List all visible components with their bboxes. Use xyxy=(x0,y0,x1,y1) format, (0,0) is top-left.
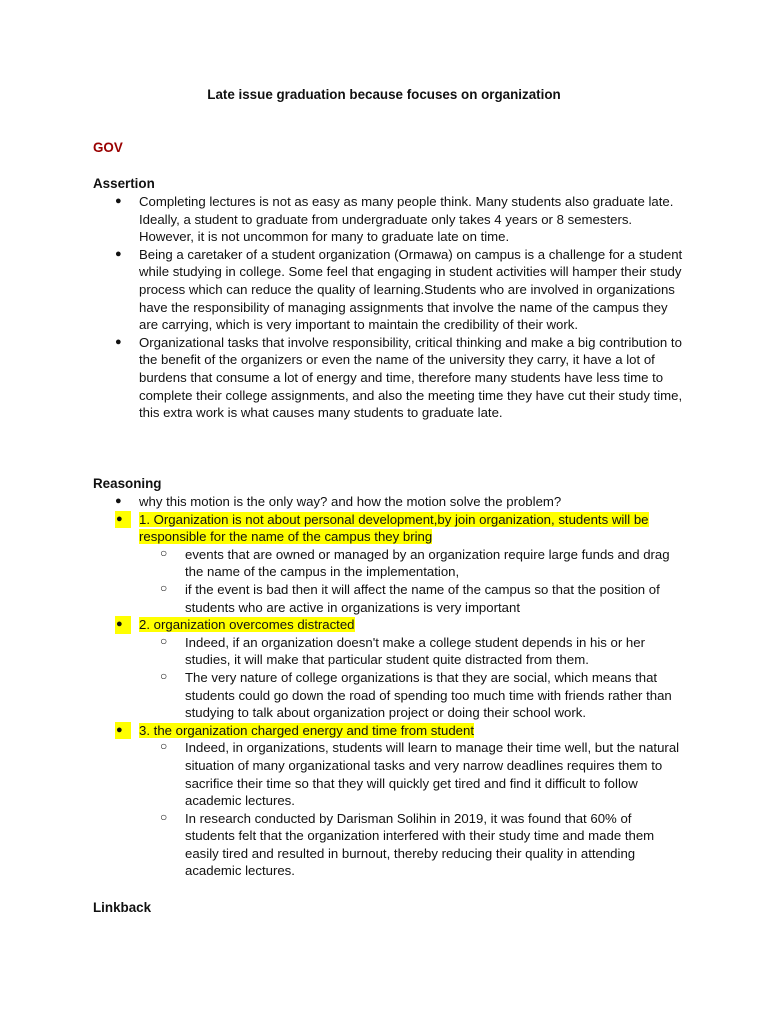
bullet-dot-icon: ● xyxy=(115,722,131,740)
bullet-circle-icon: ○ xyxy=(160,809,168,824)
list-item: ● Completing lectures is not as easy as many people think. Many students also graduate late. Ideally, a student to graduate from undergraduate only takes 4 years or 8 semesters. However, it is not uncommon for many to graduate late on time. xyxy=(115,194,674,245)
bullet-circle-icon: ○ xyxy=(160,580,168,595)
list-item-point-1: ● 1. Organization is not about personal development,by join organization, students will be responsible for the name of the campus they bring ○ events that are owned or managed by an organization require large funds and drag the name of the campus in the implementation, ○ if the event is bad then it will affect the name of the campus so that the position of students who are active in organizations is very important xyxy=(93,511,683,617)
sub-list-item: ○ The very nature of college organizations is that they are social, which means that students could go down the road of spending too much time with friends rather than studying to talk about organization project or doing their school work. xyxy=(160,668,672,721)
bullet-dot-icon: ● xyxy=(115,495,122,507)
list-item-point-2: ● 2. organization overcomes distracted ○ Indeed, if an organization doesn't make a college student depends in his or her studies, it will make that particular student quite distracted from them. ○ The very nature of college organizations is that they are social, which means that students could go down the road of spending too much time with friends rather than studying to talk about organization project or doing their school work. xyxy=(93,616,683,722)
sub-list xyxy=(139,546,683,616)
sub-list-item: ○ Indeed, if an organization doesn't make a college student depends in his or her studies, it will make that particular student quite distracted from them. xyxy=(160,633,645,668)
bullet-circle-icon: ○ xyxy=(160,668,168,683)
sub-list xyxy=(139,739,683,880)
bullet-dot-icon: ● xyxy=(115,247,122,260)
assertion-heading: Assertion xyxy=(93,176,155,191)
reasoning-list xyxy=(93,493,683,880)
linkback-heading: Linkback xyxy=(93,900,152,915)
bullet-circle-icon: ○ xyxy=(160,739,168,754)
list-item-point-3: ● 3. the organization charged energy and time from student ○ Indeed, in organizations, students will learn to manage their time well, but the natural situation of many organizational tasks and very narrow deadlines requires them to sacrifice their time so that they will quickly get tired and find it difficult to follow academic lectures. ○ In research conducted by Darisman Solihin in 2019, it was found that 60% of students felt that the organization interfered with their study time and made them easily tired and resulted in burnout, thereby reducing their quality in attending academic lectures. xyxy=(93,722,683,880)
document-title: Late issue graduation because focuses on organization xyxy=(207,87,561,102)
bullet-circle-icon: ○ xyxy=(160,545,168,560)
sub-list-item: ○ Indeed, in organizations, students will learn to manage their time well, but the natural situation of many organizational tasks and very narrow deadlines requires them to sacrifice their time so that they will quickly get tired and find it difficult to follow academic lectures. xyxy=(160,739,680,809)
bullet-dot-icon: ● xyxy=(115,511,131,529)
sub-list-item: ○ events that are owned or managed by an organization require large funds and drag the name of the campus in the implementation, xyxy=(160,545,670,580)
list-item: ● Being a caretaker of a student organization (Ormawa) on campus is a challenge for a student while studying in college. Some feel that engaging in student activities will hamper their study process which can reduce the quality of learning.Students who are involved in organizations have the responsibility of managing assignments that involve the name of the campus they are carrying, which is very important to maintain the credibility of their work. xyxy=(115,246,683,333)
sub-list-item: ○ if the event is bad then it will affect the name of the campus so that the position of students who are active in organizations is very important xyxy=(160,580,660,615)
list-item: ● why this motion is the only way? and how the motion solve the problem? xyxy=(115,494,562,509)
assertion-list xyxy=(93,193,683,422)
reasoning-heading: Reasoning xyxy=(93,476,162,491)
gov-label: GOV xyxy=(93,140,123,155)
bullet-circle-icon: ○ xyxy=(160,633,168,648)
sub-list xyxy=(139,634,683,722)
sub-list-item: ○ In research conducted by Darisman Solihin in 2019, it was found that 60% of students felt that the organization interfered with their study time and made them easily tired and resulted in burnout, thereby reducing their quality in attending academic lectures. xyxy=(160,809,655,879)
bullet-dot-icon: ● xyxy=(115,616,131,634)
bullet-dot-icon: ● xyxy=(115,335,122,348)
bullet-dot-icon: ● xyxy=(115,195,122,207)
list-item: ● Organizational tasks that involve responsibility, critical thinking and make a big contribution to the benefit of the organizers or even the name of the university they carry, it have a lot of burdens that consume a lot of energy and time, therefore many students have less time to complete their college assignments, and also the meeting time they have cut their study time, this extra work is what causes many students to graduate late. xyxy=(115,334,683,421)
